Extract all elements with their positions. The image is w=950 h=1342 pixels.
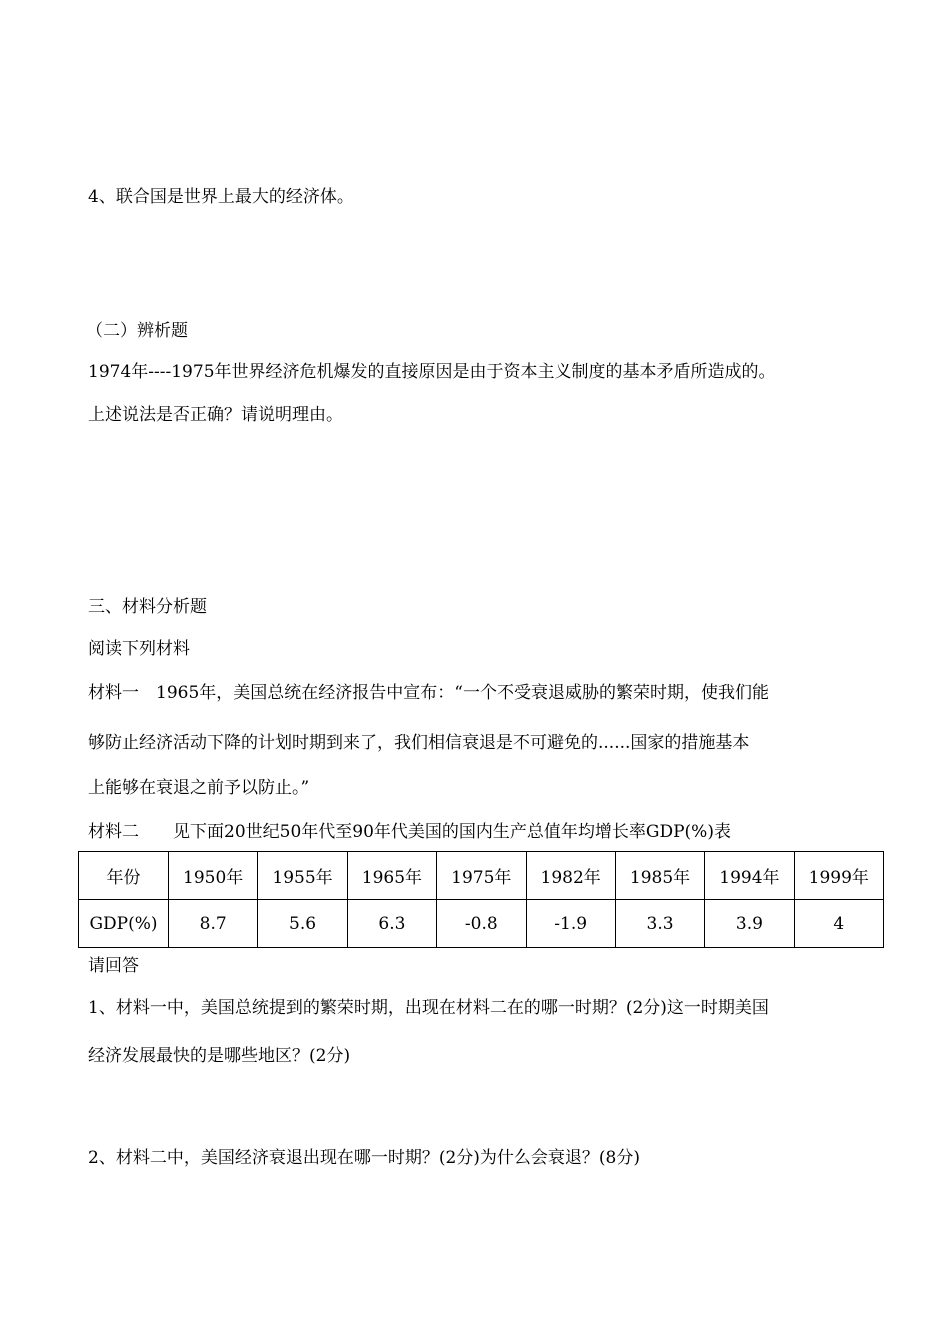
section-heading-analysis: （二）辨析题 (86, 321, 188, 341)
question-1-line1: 1、材料一中，美国总统提到的繁荣时期，出现在材料二在的哪一时期？(2分)这一时期美国 (88, 998, 769, 1018)
table-cell-year: 1955年 (258, 852, 347, 900)
table-cell-year: 1994年 (705, 852, 794, 900)
material2-caption: 材料二 见下面20世纪50年代至90年代美国的国内生产总值年均增长率GDP(%)表 (88, 822, 731, 842)
material1-line3: 上能够在衰退之前予以防止。” (88, 778, 310, 798)
analysis-statement: 1974年----1975年世界经济危机爆发的直接原因是由于资本主义制度的基本矛盾所造成的。 (88, 362, 776, 382)
table-cell-gdp: 4 (794, 900, 883, 948)
material1-line2: 够防止经济活动下降的计划时期到来了，我们相信衰退是不可避免的......国家的措施基本 (88, 733, 750, 753)
question-judge-4: 4、联合国是世界上最大的经济体。 (88, 187, 354, 207)
analysis-question: 上述说法是否正确？请说明理由。 (88, 405, 343, 425)
table-cell-gdp: 8.7 (169, 900, 258, 948)
table-cell-year: 1965年 (347, 852, 436, 900)
table-cell-gdp: -0.8 (437, 900, 526, 948)
table-cell-gdp: 5.6 (258, 900, 347, 948)
table-cell-year: 1999年 (794, 852, 883, 900)
table-row-years (79, 852, 884, 900)
table-cell-year: 1985年 (615, 852, 704, 900)
answer-prompt: 请回答 (88, 956, 139, 976)
table-row-gdp (79, 900, 884, 948)
question-1-line2: 经济发展最快的是哪些地区？(2分) (88, 1046, 351, 1066)
table-header-year-label: 年份 (79, 852, 169, 900)
table-cell-year: 1982年 (526, 852, 615, 900)
material1-line1: 材料一 1965年，美国总统在经济报告中宣布：“一个不受衰退威胁的繁荣时期，使我们能 (88, 683, 769, 703)
table-header-gdp-label: GDP(%) (79, 900, 169, 948)
material-intro: 阅读下列材料 (88, 639, 190, 659)
table-cell-gdp: 3.9 (705, 900, 794, 948)
section-heading-material: 三、材料分析题 (88, 597, 207, 617)
gdp-table (78, 851, 884, 948)
table-cell-gdp: -1.9 (526, 900, 615, 948)
question-2: 2、材料二中，美国经济衰退出现在哪一时期？(2分)为什么会衰退？(8分) (88, 1148, 640, 1168)
table-cell-year: 1950年 (169, 852, 258, 900)
table-cell-year: 1975年 (437, 852, 526, 900)
table-cell-gdp: 6.3 (347, 900, 436, 948)
table-cell-gdp: 3.3 (615, 900, 704, 948)
